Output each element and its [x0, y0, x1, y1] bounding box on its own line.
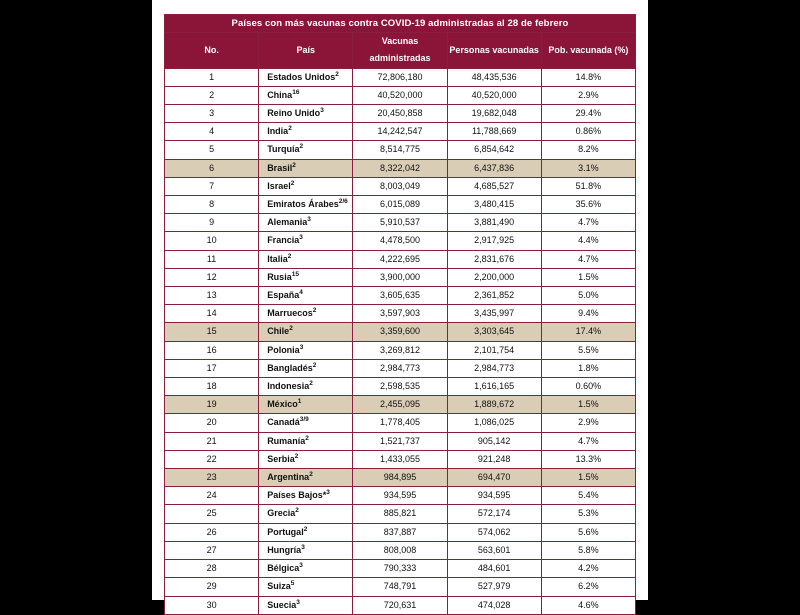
- cell-country: [259, 359, 353, 377]
- table-row: [165, 341, 636, 359]
- cell-no: 25: [165, 505, 259, 523]
- table-row: [165, 305, 636, 323]
- cell-pct: 2.9%: [541, 414, 635, 432]
- cell-doses: 3,597,903: [353, 305, 447, 323]
- cell-country: [259, 396, 353, 414]
- cell-doses: 4,478,500: [353, 232, 447, 250]
- cell-no: 18: [165, 378, 259, 396]
- cell-pct: 1.5%: [541, 469, 635, 487]
- cell-country: [259, 268, 353, 286]
- country-footnote-marker: 3/9: [299, 416, 309, 424]
- cell-pct: 9.4%: [541, 305, 635, 323]
- table-row: [165, 287, 636, 305]
- cell-people: 905,142: [447, 432, 541, 450]
- cell-country: [259, 414, 353, 432]
- cell-people: 2,917,925: [447, 232, 541, 250]
- country-footnote-marker: 3: [320, 107, 324, 115]
- cell-country: [259, 505, 353, 523]
- country-name: Rusia: [267, 271, 292, 282]
- country-footnote-marker: 2/6: [338, 198, 348, 206]
- cell-pct: 51.8%: [541, 177, 635, 195]
- cell-doses: 6,015,089: [353, 196, 447, 214]
- column-header-no: No.: [165, 33, 259, 68]
- cell-pct: 4.6%: [541, 596, 635, 614]
- cell-no: 3: [165, 105, 259, 123]
- country-footnote-marker: 3: [299, 234, 303, 242]
- cell-pct: 5.6%: [541, 523, 635, 541]
- cell-no: 14: [165, 305, 259, 323]
- country-footnote-marker: 2: [294, 452, 299, 460]
- cell-people: 48,435,536: [447, 68, 541, 86]
- country-footnote-marker: 2: [288, 125, 292, 133]
- country-name: Israel: [267, 180, 291, 191]
- cell-people: 574,062: [447, 523, 541, 541]
- cell-people: 484,601: [447, 560, 541, 578]
- cell-country: [259, 68, 353, 86]
- table-row: [165, 541, 636, 559]
- table-row: [165, 68, 636, 86]
- cell-people: 694,470: [447, 469, 541, 487]
- cell-people: 3,303,645: [447, 323, 541, 341]
- cell-pct: 0.86%: [541, 123, 635, 141]
- column-header-pct: Pob. vacunada (%): [541, 33, 635, 68]
- cell-people: 3,881,490: [447, 214, 541, 232]
- table-body: [165, 68, 636, 614]
- cell-people: 563,601: [447, 541, 541, 559]
- cell-people: 474,028: [447, 596, 541, 614]
- cell-people: 2,831,676: [447, 250, 541, 268]
- cell-doses: 1,778,405: [353, 414, 447, 432]
- country-name: Marruecos: [267, 308, 313, 319]
- table-row: [165, 196, 636, 214]
- cell-no: 27: [165, 541, 259, 559]
- cell-people: 2,984,773: [447, 359, 541, 377]
- cell-country: [259, 177, 353, 195]
- cell-country: [259, 196, 353, 214]
- country-footnote-marker: 2: [292, 161, 296, 169]
- country-footnote-marker: 15: [291, 270, 299, 278]
- table-row: [165, 250, 636, 268]
- cell-country: [259, 323, 353, 341]
- cell-pct: 1.5%: [541, 396, 635, 414]
- cell-no: 29: [165, 578, 259, 596]
- country-name: Bangladés: [267, 362, 313, 373]
- cell-people: 1,086,025: [447, 414, 541, 432]
- cell-doses: 3,605,635: [353, 287, 447, 305]
- cell-no: 7: [165, 177, 259, 195]
- cell-people: 934,595: [447, 487, 541, 505]
- column-header-country: País: [259, 33, 353, 68]
- cell-country: [259, 487, 353, 505]
- cell-doses: 3,359,600: [353, 323, 447, 341]
- cell-doses: 790,333: [353, 560, 447, 578]
- country-name: Alemania: [267, 217, 308, 228]
- cell-no: 4: [165, 123, 259, 141]
- table-row: [165, 505, 636, 523]
- table-row: [165, 450, 636, 468]
- cell-no: 21: [165, 432, 259, 450]
- cell-country: [259, 105, 353, 123]
- cell-people: 4,685,527: [447, 177, 541, 195]
- cell-pct: 29.4%: [541, 105, 635, 123]
- table-row: [165, 177, 636, 195]
- cell-country: [259, 287, 353, 305]
- cell-doses: 5,910,537: [353, 214, 447, 232]
- cell-no: 16: [165, 341, 259, 359]
- cell-doses: 20,450,858: [353, 105, 447, 123]
- cell-country: [259, 123, 353, 141]
- column-header-doses: Vacunas administradas: [353, 33, 447, 68]
- cell-people: 527,979: [447, 578, 541, 596]
- cell-no: 30: [165, 596, 259, 614]
- table-row: [165, 141, 636, 159]
- country-footnote-marker: 2: [287, 252, 292, 260]
- cell-pct: 0.60%: [541, 378, 635, 396]
- cell-pct: 5.5%: [541, 341, 635, 359]
- cell-pct: 1.5%: [541, 268, 635, 286]
- cell-pct: 1.8%: [541, 359, 635, 377]
- cell-pct: 5.4%: [541, 487, 635, 505]
- cell-doses: 2,598,535: [353, 378, 447, 396]
- cell-country: [259, 250, 353, 268]
- cell-doses: 8,514,775: [353, 141, 447, 159]
- country-footnote-marker: 3: [299, 562, 303, 570]
- country-name: Suecia: [267, 599, 297, 610]
- cell-country: [259, 214, 353, 232]
- cell-pct: 8.2%: [541, 141, 635, 159]
- cell-no: 20: [165, 414, 259, 432]
- cell-no: 1: [165, 68, 259, 86]
- table-row: [165, 232, 636, 250]
- country-name: México: [267, 399, 298, 410]
- cell-doses: 808,008: [353, 541, 447, 559]
- cell-no: 24: [165, 487, 259, 505]
- cell-doses: 3,269,812: [353, 341, 447, 359]
- country-footnote-marker: 2: [299, 143, 304, 151]
- cell-no: 26: [165, 523, 259, 541]
- cell-people: 1,616,165: [447, 378, 541, 396]
- cell-people: 3,480,415: [447, 196, 541, 214]
- country-footnote-marker: 2: [309, 380, 313, 388]
- cell-doses: 2,455,095: [353, 396, 447, 414]
- cell-doses: 748,791: [353, 578, 447, 596]
- cell-country: [259, 141, 353, 159]
- cell-country: [259, 541, 353, 559]
- cell-country: [259, 378, 353, 396]
- table-row: [165, 560, 636, 578]
- cell-people: 6,854,642: [447, 141, 541, 159]
- cell-no: 11: [165, 250, 259, 268]
- cell-people: 6,437,836: [447, 159, 541, 177]
- country-footnote-marker: 3: [299, 343, 304, 351]
- table-header-row: [165, 33, 636, 68]
- country-name: Rumanía: [267, 435, 306, 446]
- cell-pct: 13.3%: [541, 450, 635, 468]
- table-row: [165, 86, 636, 104]
- country-footnote-marker: 2: [290, 179, 295, 187]
- cell-pct: 4.2%: [541, 560, 635, 578]
- cell-doses: 984,895: [353, 469, 447, 487]
- table-row: [165, 214, 636, 232]
- country-name: Turquía: [267, 144, 300, 155]
- cell-no: 10: [165, 232, 259, 250]
- country-name: Canadá: [267, 417, 300, 428]
- country-name: Grecia: [267, 508, 296, 519]
- country-footnote-marker: 1: [297, 398, 302, 406]
- cell-country: [259, 341, 353, 359]
- cell-pct: 4.7%: [541, 214, 635, 232]
- table-row: [165, 469, 636, 487]
- cell-no: 23: [165, 469, 259, 487]
- cell-pct: 17.4%: [541, 323, 635, 341]
- cell-people: 921,248: [447, 450, 541, 468]
- table-row: [165, 578, 636, 596]
- column-header-people: Personas vacunadas: [447, 33, 541, 68]
- cell-doses: 4,222,695: [353, 250, 447, 268]
- table-container: [164, 14, 636, 615]
- cell-doses: 72,806,180: [353, 68, 447, 86]
- table-title: Países con más vacunas contra COVID-19 administradas al 28 de febrero: [165, 15, 636, 33]
- cell-pct: 14.8%: [541, 68, 635, 86]
- country-name: Serbia: [267, 453, 295, 464]
- cell-pct: 4.4%: [541, 232, 635, 250]
- cell-no: 6: [165, 159, 259, 177]
- country-name: Argentina: [267, 472, 310, 483]
- cell-doses: 934,595: [353, 487, 447, 505]
- cell-people: 3,435,997: [447, 305, 541, 323]
- cell-doses: 3,900,000: [353, 268, 447, 286]
- country-footnote-marker: 16: [292, 88, 300, 96]
- cell-people: 19,682,048: [447, 105, 541, 123]
- table-row: [165, 268, 636, 286]
- country-name: Portugal: [267, 526, 304, 537]
- cell-doses: 837,887: [353, 523, 447, 541]
- cell-people: 2,200,000: [447, 268, 541, 286]
- cell-doses: 14,242,547: [353, 123, 447, 141]
- cell-country: [259, 596, 353, 614]
- cell-pct: 35.6%: [541, 196, 635, 214]
- cell-no: 28: [165, 560, 259, 578]
- country-footnote-marker: 2: [312, 361, 317, 369]
- country-footnote-marker: 2: [309, 471, 313, 479]
- country-name: Indonesia: [267, 381, 310, 392]
- cell-people: 1,889,672: [447, 396, 541, 414]
- country-footnote-marker: 2: [295, 507, 299, 515]
- cell-people: 2,361,852: [447, 287, 541, 305]
- country-name: Países Bajos*: [267, 490, 327, 501]
- cell-doses: 885,821: [353, 505, 447, 523]
- country-name: Francia: [267, 235, 300, 246]
- cell-doses: 720,631: [353, 596, 447, 614]
- cell-country: [259, 305, 353, 323]
- cell-doses: 8,322,042: [353, 159, 447, 177]
- cell-people: 11,788,669: [447, 123, 541, 141]
- table-head: [165, 15, 636, 69]
- table-row: [165, 596, 636, 614]
- country-name: Hungría: [267, 544, 302, 555]
- cell-doses: 40,520,000: [353, 86, 447, 104]
- country-name: Chile: [267, 326, 290, 337]
- cell-no: 12: [165, 268, 259, 286]
- cell-no: 13: [165, 287, 259, 305]
- cell-no: 9: [165, 214, 259, 232]
- country-name: Brasil: [267, 162, 293, 173]
- country-name: Reino Unido: [267, 108, 321, 119]
- table-row: [165, 359, 636, 377]
- cell-people: 2,101,754: [447, 341, 541, 359]
- table-row: [165, 396, 636, 414]
- country-footnote-marker: 5: [290, 580, 295, 588]
- country-footnote-marker: 2: [289, 325, 293, 333]
- cell-no: 19: [165, 396, 259, 414]
- document-sheet: [152, 0, 648, 610]
- table-row: [165, 159, 636, 177]
- cell-pct: 5.0%: [541, 287, 635, 305]
- cell-pct: 4.7%: [541, 432, 635, 450]
- table-title-row: [165, 15, 636, 33]
- country-footnote-marker: 2: [335, 70, 339, 78]
- cell-people: 40,520,000: [447, 86, 541, 104]
- cell-no: 22: [165, 450, 259, 468]
- table-row: [165, 378, 636, 396]
- country-name: China: [267, 89, 293, 100]
- country-footnote-marker: 3: [296, 598, 300, 606]
- cell-country: [259, 432, 353, 450]
- cell-no: 2: [165, 86, 259, 104]
- country-name: Bélgica: [267, 563, 300, 574]
- cell-pct: 5.3%: [541, 505, 635, 523]
- cell-pct: 6.2%: [541, 578, 635, 596]
- vaccination-table: [164, 14, 636, 615]
- cell-country: [259, 450, 353, 468]
- table-row: [165, 432, 636, 450]
- country-footnote-marker: 3: [326, 489, 330, 497]
- cell-no: 8: [165, 196, 259, 214]
- country-name: India: [267, 126, 289, 137]
- cell-no: 17: [165, 359, 259, 377]
- cell-doses: 1,521,737: [353, 432, 447, 450]
- country-name: España: [267, 290, 300, 301]
- country-name: Italia: [267, 253, 288, 264]
- table-row: [165, 105, 636, 123]
- cell-country: [259, 469, 353, 487]
- cell-pct: 3.1%: [541, 159, 635, 177]
- table-row: [165, 487, 636, 505]
- table-row: [165, 123, 636, 141]
- cell-pct: 2.9%: [541, 86, 635, 104]
- country-footnote-marker: 2: [305, 434, 309, 442]
- country-footnote-marker: 3: [307, 216, 311, 224]
- table-row: [165, 323, 636, 341]
- cell-doses: 8,003,049: [353, 177, 447, 195]
- cell-people: 572,174: [447, 505, 541, 523]
- table-row: [165, 414, 636, 432]
- cell-country: [259, 232, 353, 250]
- country-name: Emiratos Árabes: [267, 199, 339, 210]
- cell-doses: 2,984,773: [353, 359, 447, 377]
- country-name: Estados Unidos: [267, 71, 336, 82]
- country-footnote-marker: 2: [303, 525, 308, 533]
- cell-pct: 4.7%: [541, 250, 635, 268]
- cell-country: [259, 523, 353, 541]
- cell-doses: 1,433,055: [353, 450, 447, 468]
- country-footnote-marker: 3: [301, 543, 305, 551]
- cell-country: [259, 560, 353, 578]
- country-name: Polonia: [267, 344, 300, 355]
- country-footnote-marker: 2: [312, 307, 317, 315]
- cell-no: 15: [165, 323, 259, 341]
- table-row: [165, 523, 636, 541]
- cell-country: [259, 159, 353, 177]
- cell-no: 5: [165, 141, 259, 159]
- cell-pct: 5.8%: [541, 541, 635, 559]
- cell-country: [259, 578, 353, 596]
- country-name: Suiza: [267, 581, 291, 592]
- country-footnote-marker: 4: [299, 289, 303, 297]
- cell-country: [259, 86, 353, 104]
